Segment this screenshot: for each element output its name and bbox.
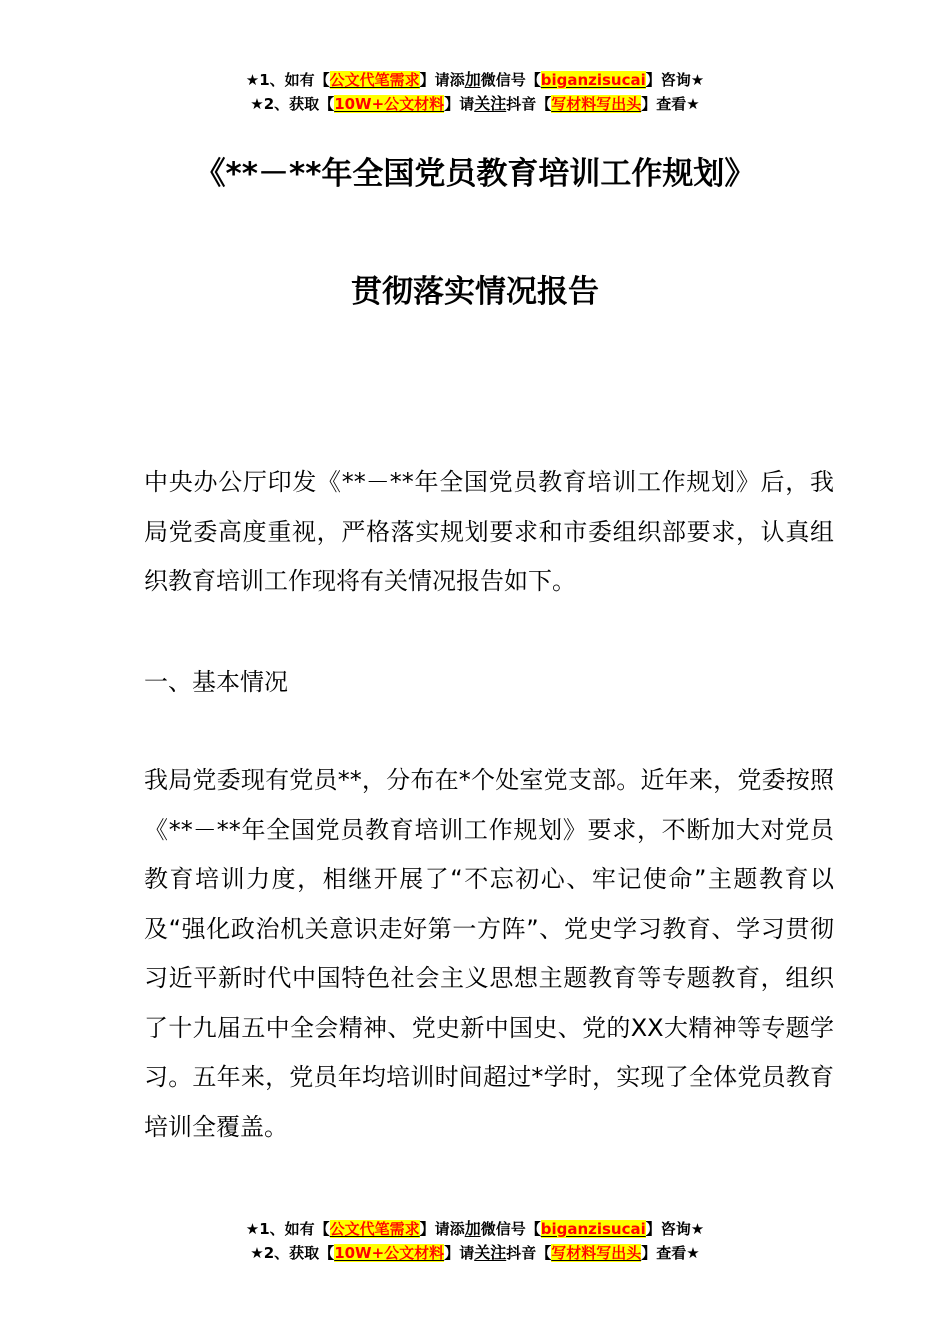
banner-text: 】请添 xyxy=(419,1220,465,1238)
banner-underlined: 加 xyxy=(464,1219,481,1238)
banner-underlined: 关注 xyxy=(474,1243,507,1262)
banner-text: 】请 xyxy=(444,95,475,113)
banner-highlight: 公文代笔需求 xyxy=(329,1220,420,1238)
banner-highlight: 10W+公文材料 xyxy=(334,95,445,113)
banner-douyin-id: 写材料写出头 xyxy=(551,1244,642,1262)
banner-wechat-id: biganzisucai xyxy=(540,71,646,89)
banner-text: 】查看★ xyxy=(641,1244,700,1262)
banner-text: 抖音【 xyxy=(506,95,552,113)
banner-douyin-id: 写材料写出头 xyxy=(551,95,642,113)
banner-underlined: 关注 xyxy=(474,94,507,113)
banner-line-1 xyxy=(0,1217,950,1241)
section-paragraph-basic-situation: 我局党委现有党员**，分布在*个处室党支部。近年来，党委按照《**－**年全国党员教育培训工作规划》要求，不断加大对党员教育培训力度，相继开展了“不忘初心、牢记使命”主题教育以及“强化政治机关意识走好第一方阵”、党史学习教育、学习贯彻习近平新时代中国特色社会主义思想主题教育等专题教育，组织了十九届五中全会精神、党史新中国史、党的XX大精神等专题学习。五年来，党员年均培训时间超过*学时，实现了全体党员教育培训全覆盖。 xyxy=(144,766,834,1141)
banner-underlined: 加 xyxy=(464,70,481,89)
banner-line-1 xyxy=(0,68,950,92)
top-banner xyxy=(0,68,950,116)
banner-line-2 xyxy=(0,1241,950,1265)
banner-wechat-id: biganzisucai xyxy=(540,1220,646,1238)
banner-text: 】请添 xyxy=(419,71,465,89)
banner-text: 微信号【 xyxy=(480,1220,541,1238)
document-title-line-2: 贯彻落实情况报告 xyxy=(351,274,599,310)
banner-text: 】咨询★ xyxy=(645,71,705,89)
banner-text: 】查看★ xyxy=(641,95,700,113)
document-title-line-1: 《**－**年全国党员教育培训工作规划》 xyxy=(194,156,756,192)
banner-text: 】请 xyxy=(444,1244,475,1262)
bottom-banner xyxy=(0,1217,950,1265)
banner-text: 微信号【 xyxy=(480,71,541,89)
banner-text: 抖音【 xyxy=(506,1244,552,1262)
banner-text: ★1、如有【 xyxy=(245,1220,330,1238)
section-heading-basic-situation: 一、基本情况 xyxy=(144,668,288,696)
banner-line-2 xyxy=(0,92,950,116)
banner-highlight: 公文代笔需求 xyxy=(329,71,420,89)
banner-highlight: 10W+公文材料 xyxy=(334,1244,445,1262)
intro-paragraph: 中央办公厅印发《**－**年全国党员教育培训工作规划》后，我局党委高度重视，严格落实规划要求和市委组织部要求，认真组织教育培训工作现将有关情况报告如下。 xyxy=(144,468,834,595)
banner-text: 】咨询★ xyxy=(645,1220,705,1238)
banner-text: ★1、如有【 xyxy=(245,71,330,89)
banner-text: ★2、获取【 xyxy=(250,1244,335,1262)
banner-text: ★2、获取【 xyxy=(250,95,335,113)
